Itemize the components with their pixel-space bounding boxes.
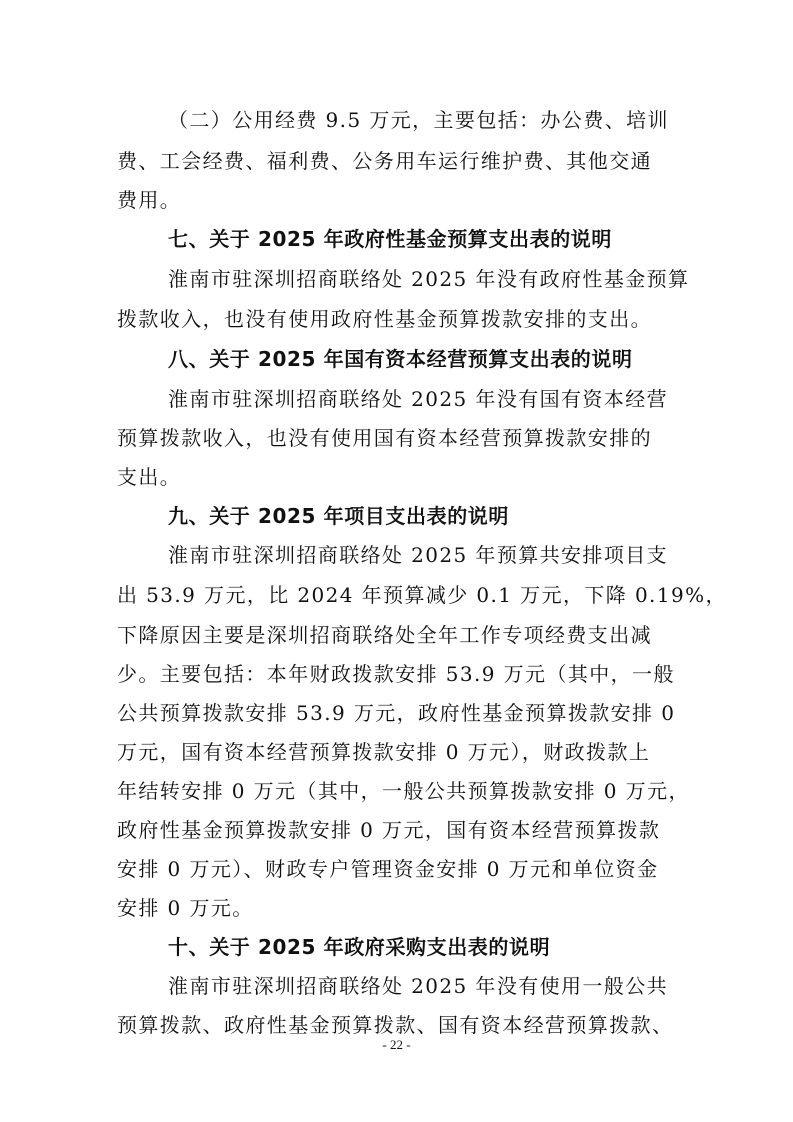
section-heading-nine: 九、关于 2025 年项目支出表的说明: [168, 504, 509, 528]
project-expense-paragraph-line-8: 政府性基金预算拨款安排 0 万元，国有资本经营预算拨款: [117, 818, 661, 842]
fund-budget-paragraph-line-1: 淮南市驻深圳招商联络处 2025 年没有政府性基金预算: [168, 267, 690, 291]
project-expense-paragraph-line-5: 公共预算拨款安排 53.9 万元，政府性基金预算拨款安排 0: [117, 701, 676, 725]
state-capital-paragraph-line-2: 预算拨款收入，也没有使用国有资本经营预算拨款安排的: [117, 426, 652, 450]
project-expense-paragraph-line-7: 年结转安排 0 万元（其中，一般公共预算拨款安排 0 万元，: [117, 779, 690, 803]
public-funds-paragraph-line-3: 费用。: [117, 188, 182, 212]
section-heading-ten: 十、关于 2025 年政府采购支出表的说明: [168, 935, 551, 959]
procurement-paragraph-line-2: 预算拨款、政府性基金预算拨款、国有资本经营预算拨款、: [117, 1013, 674, 1037]
procurement-paragraph-line-1: 淮南市驻深圳招商联络处 2025 年没有使用一般公共: [168, 974, 669, 998]
project-expense-paragraph-line-9: 安排 0 万元）、财政专户管理资金安排 0 万元和单位资金: [117, 857, 659, 881]
state-capital-paragraph-line-3: 支出。: [117, 465, 182, 489]
page-number: - 22 -: [382, 1037, 411, 1052]
project-expense-paragraph-line-4: 少。主要包括：本年财政拨款安排 53.9 万元（其中，一般: [117, 662, 675, 686]
public-funds-paragraph-line-2: 费、工会经费、福利费、公务用车运行维护费、其他交通: [117, 149, 652, 173]
section-heading-seven: 七、关于 2025 年政府性基金预算支出表的说明: [168, 227, 612, 251]
fund-budget-paragraph-line-2: 拨款收入，也没有使用政府性基金预算拨款安排的支出。: [117, 307, 652, 331]
state-capital-paragraph-line-1: 淮南市驻深圳招商联络处 2025 年没有国有资本经营: [168, 387, 669, 411]
section-heading-eight: 八、关于 2025 年国有资本经营预算支出表的说明: [168, 347, 633, 371]
project-expense-paragraph-line-2: 出 53.9 万元，比 2024 年预算减少 0.1 万元，下降 0.19%，: [117, 583, 727, 607]
project-expense-paragraph-line-3: 下降原因主要是深圳招商联络处全年工作专项经费支出减: [117, 623, 652, 647]
project-expense-paragraph-line-1: 淮南市驻深圳招商联络处 2025 年预算共安排项目支: [168, 543, 669, 567]
public-funds-paragraph-line-1: （二）公用经费 9.5 万元，主要包括：办公费、培训: [168, 108, 669, 132]
project-expense-paragraph-line-6: 万元，国有资本经营预算拨款安排 0 万元），财政拨款上: [117, 740, 651, 764]
project-expense-paragraph-line-10: 安排 0 万元。: [117, 896, 254, 920]
